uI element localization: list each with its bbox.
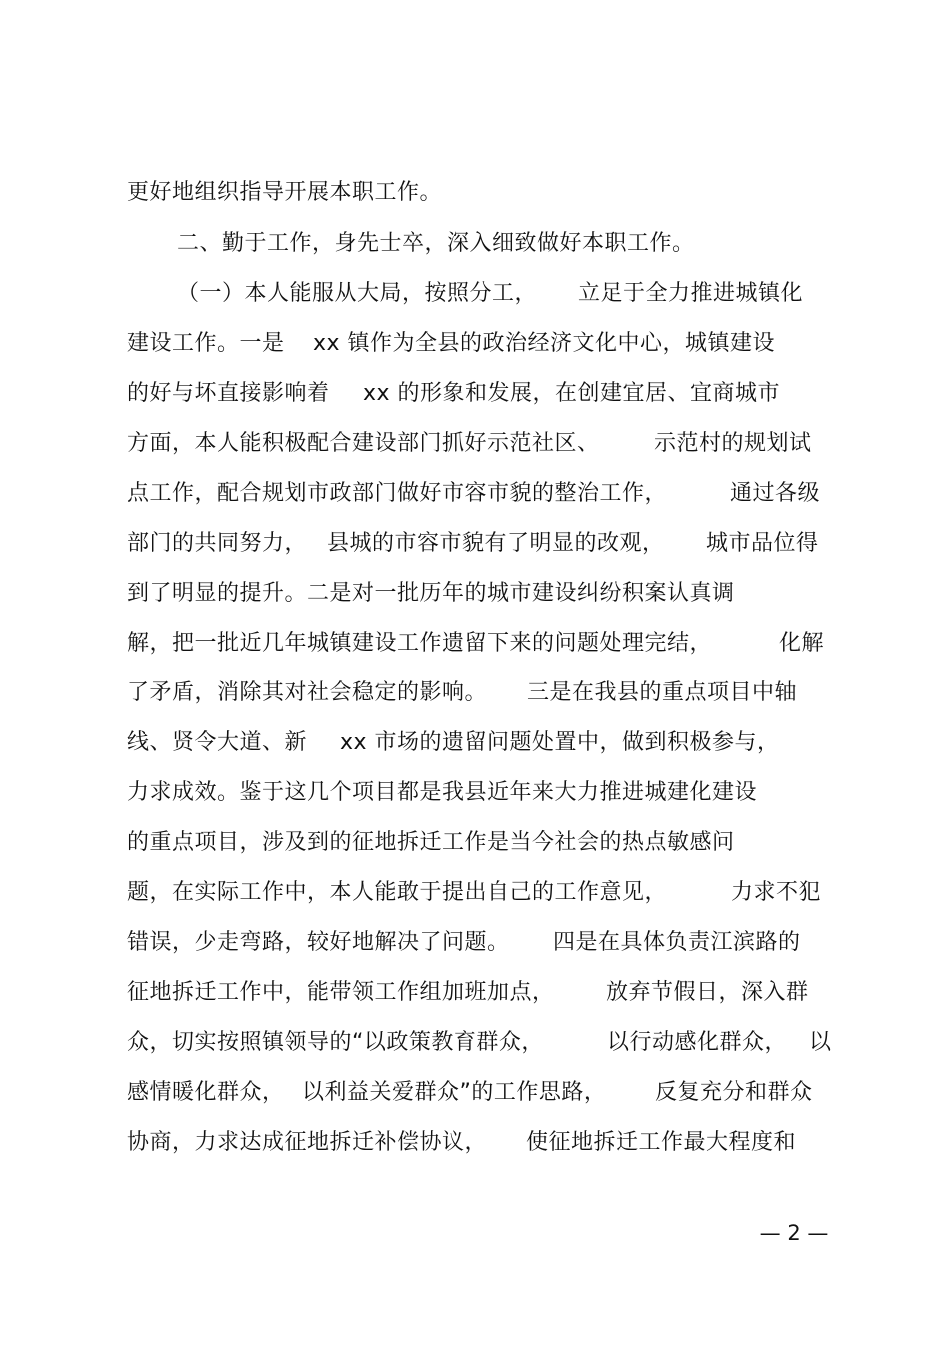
text-run: 解，把一批近几年城镇建设工作遗留下来的问题处理完结，	[127, 631, 713, 656]
text-run: 使征地拆迁工作最大程度和	[526, 1130, 797, 1155]
text-run: 建设工作。一是	[127, 331, 285, 356]
text-run: 线、贤令大道、新	[127, 730, 308, 755]
text-run: 通过各级	[730, 481, 821, 506]
text-run: 四是在具体负责江滨路的	[553, 930, 801, 955]
text-line	[0, 1076, 813, 1110]
text-run: xx 的形象和发展，在创建宜居、宜商城市	[363, 381, 781, 406]
text-run: 的重点项目，涉及到的征地拆迁工作是当今社会的热点敏感问	[127, 830, 735, 855]
text-run: 了矛盾，消除其对社会稳定的影响。	[127, 680, 488, 705]
text-run: 感情暖化群众，	[127, 1080, 285, 1105]
text-run: xx 镇作为全县的政治经济文化中心，城镇建设	[313, 331, 776, 356]
text-line	[0, 627, 825, 661]
text-run: 城市品位得	[706, 531, 819, 556]
text-run: 以利益关爱群众”的工作思路，	[302, 1080, 607, 1105]
text-run: 众，切实按照镇领导的“以政策教育群众，	[127, 1030, 544, 1055]
text-line	[0, 477, 821, 511]
text-line	[0, 726, 780, 760]
text-run: 力求不犯	[731, 880, 822, 905]
text-run: 化解	[779, 631, 825, 656]
text-run: 点工作，配合规划市政部门做好市容市貌的整治工作，	[127, 481, 668, 506]
text-run: 方面，本人能积极配合建设部门抓好示范社区、	[127, 431, 600, 456]
page-number: — 2 —	[759, 1221, 829, 1245]
text-run: xx 市场的遗留问题处置中，做到积极参与，	[340, 730, 780, 755]
text-line	[0, 776, 758, 810]
text-run: 力求成效。鉴于这几个项目都是我县近年来大力推进城建化建设	[127, 780, 758, 805]
text-run: 更好地组织指导开展本职工作。	[127, 180, 443, 205]
text-run: 部门的共同努力，	[127, 531, 308, 556]
text-run: 协商，力求达成征地拆迁补偿协议，	[127, 1130, 488, 1155]
text-line	[0, 527, 819, 561]
text-run: 到了明显的提升。二是对一批历年的城市建设纠纷积案认真调	[127, 581, 735, 606]
text-run: 征地拆迁工作中，能带领工作组加班加点，	[127, 980, 555, 1005]
text-line	[0, 377, 781, 411]
text-line	[0, 227, 695, 261]
text-run: 立足于全力推进城镇化	[578, 281, 804, 306]
text-run: 以行动感化群众，	[607, 1030, 788, 1055]
text-run: （一）本人能服从大局，按照分工，	[177, 281, 538, 306]
text-line	[0, 1026, 832, 1060]
text-run: 错误，少走弯路，较好地解决了问题。	[127, 930, 510, 955]
text-line	[0, 976, 809, 1010]
text-line	[0, 277, 804, 311]
text-line	[0, 926, 801, 960]
text-run: 放弃节假日，深入群	[606, 980, 809, 1005]
text-run: 以	[809, 1030, 832, 1055]
text-line	[0, 176, 443, 210]
text-line	[0, 1126, 797, 1160]
text-run: 三是在我县的重点项目中轴	[527, 680, 798, 705]
text-run: 县城的市容市貌有了明显的改观，	[327, 531, 665, 556]
text-run: 示范村的规划试	[654, 431, 812, 456]
text-line	[0, 876, 822, 910]
text-run: 二、勤于工作，身先士卒，深入细致做好本职工作。	[177, 231, 695, 256]
text-line	[0, 327, 776, 361]
text-run: 题，在实际工作中，本人能敢于提出自己的工作意见，	[127, 880, 668, 905]
text-line	[0, 577, 735, 611]
text-line	[0, 676, 798, 710]
text-run: 的好与坏直接影响着	[127, 381, 330, 406]
text-line	[0, 427, 812, 461]
text-line	[0, 826, 735, 860]
text-run: 反复充分和群众	[655, 1080, 813, 1105]
